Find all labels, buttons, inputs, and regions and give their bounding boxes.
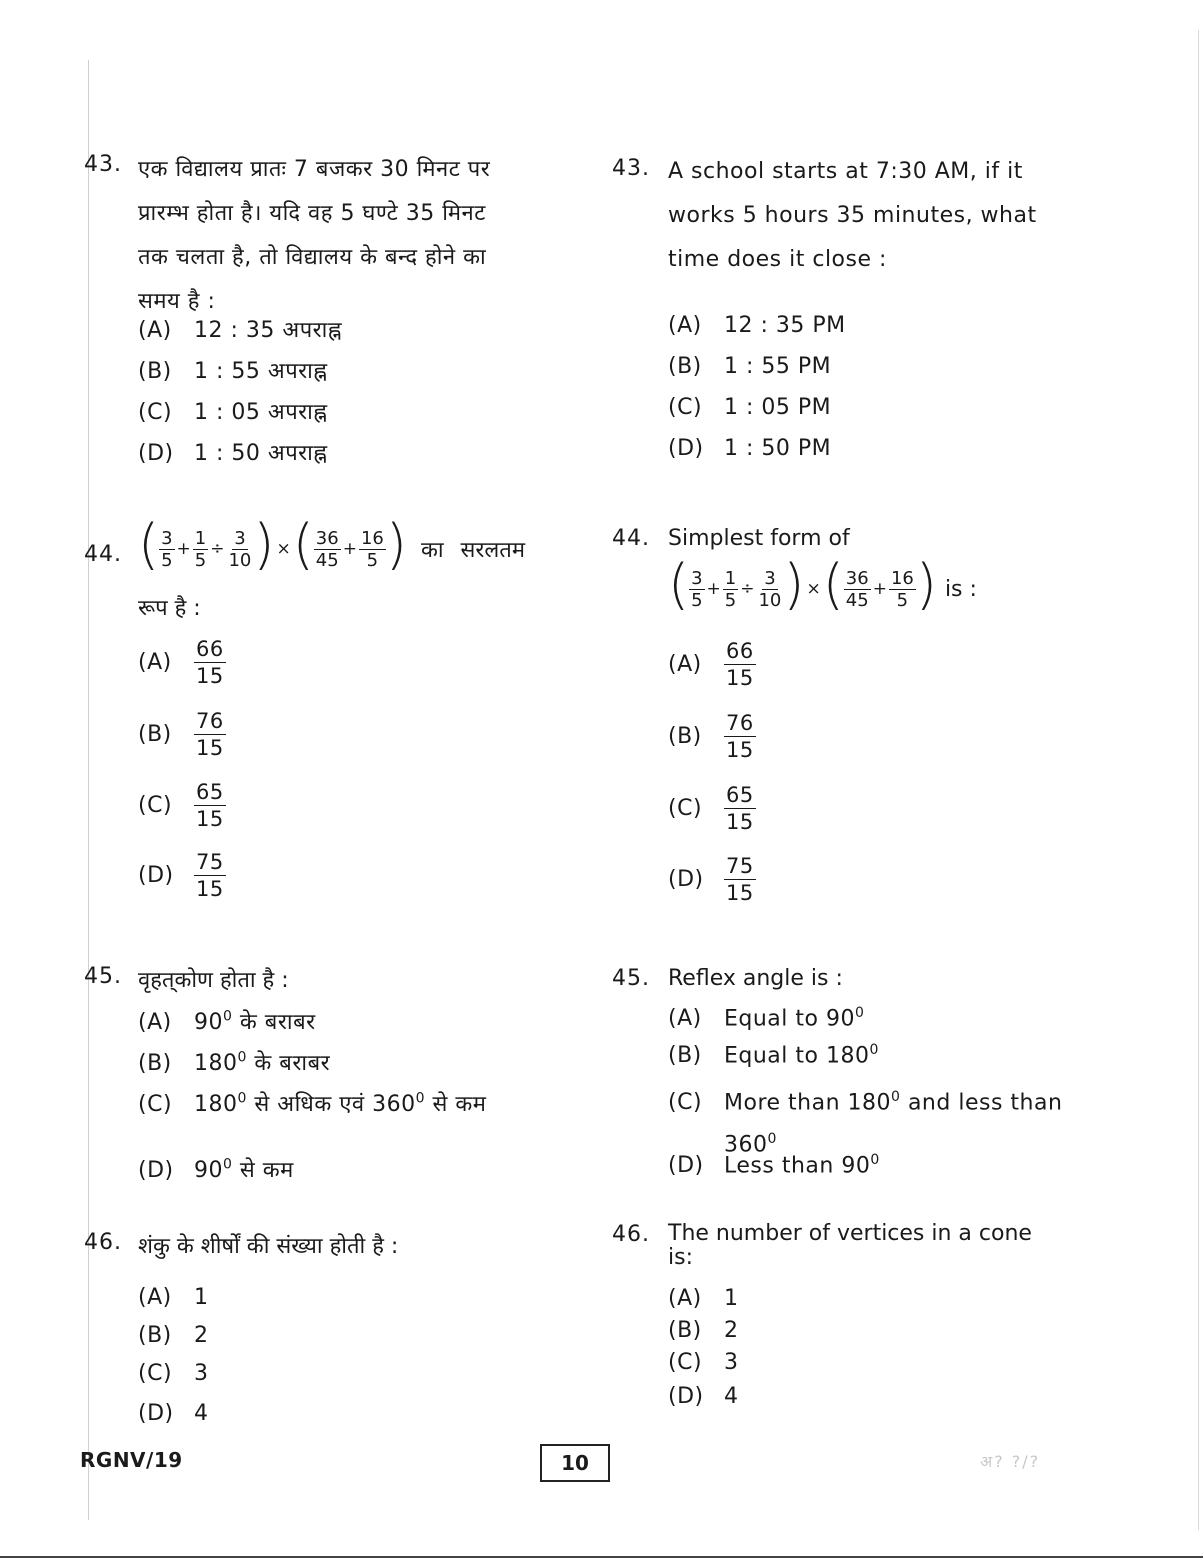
option-d[interactable] [668,1384,739,1409]
degree-value: 180 [194,1051,238,1076]
math-expression [138,513,526,576]
right-edge-line [1198,30,1199,1530]
question-number: 46. [612,1222,650,1247]
fraction [724,782,756,835]
fraction [723,568,738,611]
option-text: के बराबर [239,1010,316,1035]
fraction [359,528,386,571]
option-text: 1 : 05 PM [724,395,832,420]
option-text: 1 [724,1286,739,1311]
numerator: 65 [726,783,754,807]
option-a[interactable] [138,636,226,689]
numerator: 75 [196,850,224,874]
numerator: 3 [161,527,173,549]
question-text [668,1222,1032,1270]
numerator: 65 [196,780,224,804]
option-label: (B) [668,723,702,749]
option-label: (C) [138,1092,173,1117]
option-label: (B) [138,1051,172,1076]
denominator: 15 [196,664,224,688]
numerator: 1 [724,567,737,589]
option-c[interactable] [138,1361,209,1386]
option-text: Equal to [724,1006,819,1032]
option-c[interactable] [138,779,226,832]
option-label: (A) [138,649,172,675]
question-line: प्रारम्भ होता है। यदि वह 5 घण्टे 35 मिनट [138,201,486,226]
numerator: 3 [764,567,776,589]
option-label: (D) [138,1158,174,1183]
option-c[interactable] [668,782,756,835]
option-text: 1 : 55 अपराह्न [194,359,328,384]
degree-symbol: 0 [237,1049,247,1066]
numerator: 1 [194,527,207,549]
left-paren: ( [822,553,844,616]
question-number: 45. [84,964,122,989]
right-paren: ) [385,513,407,576]
fraction [194,779,226,832]
question-line: works 5 hours 35 minutes, what [668,203,1037,228]
degree-symbol: 0 [891,1089,901,1105]
degree-value: 180 [847,1090,892,1116]
fraction [159,528,174,571]
degree-symbol: 0 [870,1152,880,1168]
question-number: 43. [84,152,122,177]
option-b[interactable] [138,355,328,385]
degree-symbol: 0 [767,1131,777,1148]
denominator: 5 [724,589,737,611]
plus-sign: + [706,579,721,599]
numerator: 16 [360,527,384,549]
option-c[interactable] [138,1088,486,1118]
option-b[interactable] [138,1047,330,1077]
question-line: रूप है : [138,596,201,621]
option-text: से कम [432,1092,487,1117]
option-text: 4 [724,1384,739,1409]
question-number: 44. [612,526,650,551]
option-label: (A) [138,1285,172,1310]
question-line: The number of vertices in a cone [668,1221,1032,1246]
numerator: 3 [234,527,246,549]
option-text: 1 : 05 अपराह्न [194,400,328,425]
question-line: A school starts at 7:30 AM, if it [668,159,1023,184]
left-paren: ( [668,553,690,616]
divide-sign: ÷ [740,579,755,599]
option-c[interactable] [138,396,328,426]
right-paren: ) [253,513,275,576]
option-label: (C) [668,395,703,420]
degree-symbol: 0 [223,1008,233,1025]
option-c[interactable] [668,395,831,420]
option-text: 2 [194,1323,209,1348]
fraction [844,568,871,611]
option-c[interactable] [668,1079,1078,1164]
option-label: (A) [138,318,172,343]
option-label: (A) [138,1010,172,1035]
fraction [193,528,208,571]
fraction [756,568,783,611]
degree-symbol: 0 [237,1090,247,1107]
question-text: Simplest form of [668,526,850,551]
option-d[interactable] [668,1152,880,1178]
option-a[interactable] [668,638,756,691]
degree-value: 90 [841,1153,871,1179]
option-text: 12 : 35 अपराह्न [194,318,343,343]
denominator: 5 [691,589,703,611]
option-label: (A) [668,313,702,338]
option-d[interactable] [668,436,831,461]
option-label: (C) [668,1350,703,1375]
option-a[interactable] [138,1285,209,1310]
question-text [138,148,490,324]
denominator: 15 [726,810,754,834]
option-a[interactable] [668,313,846,338]
divide-sign: ÷ [210,539,225,559]
denominator: 45 [315,549,339,571]
faint-mark: अ? ?/? [980,1452,1041,1471]
option-text: 2 [724,1318,739,1343]
numerator: 36 [315,527,339,549]
option-a[interactable] [138,314,342,344]
denominator: 15 [726,738,754,762]
numerator: 66 [726,639,754,663]
question-text: Reflex angle is : [668,966,843,991]
option-text: 4 [194,1401,209,1426]
option-label: (B) [138,359,172,384]
degree-symbol: 0 [415,1090,426,1107]
left-margin-line [88,60,89,1520]
option-label: (C) [138,1361,173,1386]
option-label: (B) [668,1318,702,1343]
numerator: 75 [726,854,754,878]
denominator: 15 [196,807,224,831]
option-b[interactable] [668,1042,879,1068]
numerator: 66 [196,637,224,661]
denominator: 10 [228,549,252,571]
question-line: is: [668,1245,693,1270]
degree-symbol: 0 [854,1005,865,1021]
fraction [724,710,756,763]
option-text: 3 [724,1350,739,1375]
option-label: (B) [668,1043,702,1069]
question-number: 46. [84,1230,122,1255]
question-line: एक विद्यालय प्रातः 7 बजकर 30 मिनट पर [138,157,491,182]
option-a[interactable] [138,1006,316,1036]
option-b[interactable] [668,354,831,379]
option-label: (B) [668,354,702,379]
fraction [194,849,226,902]
fraction [724,638,756,691]
fraction [194,636,226,689]
numerator: 36 [845,567,869,589]
degree-value: 360 [724,1132,768,1158]
denominator: 15 [726,881,754,905]
option-label: (C) [138,792,173,818]
degree-symbol: 0 [223,1156,233,1173]
question-number: 45. [612,966,650,991]
option-d[interactable] [138,1401,209,1426]
option-a[interactable] [668,1005,864,1031]
plus-sign: + [342,539,357,559]
numerator: 3 [691,567,703,589]
question-line: समय है : [138,289,216,314]
option-label: (B) [138,1323,172,1348]
option-label: (D) [668,436,704,461]
option-text: Equal to [724,1043,819,1069]
left-paren: ( [292,513,314,576]
fraction [889,568,916,611]
denominator: 5 [366,549,379,571]
option-label: (A) [668,1006,702,1032]
math-expression [668,553,977,616]
option-label: (D) [668,1153,704,1179]
question-suffix: is : [944,576,977,602]
degree-value: 90 [825,1006,855,1032]
denominator: 15 [196,736,224,760]
times-sign: × [806,579,821,599]
fraction [314,528,341,571]
degree-symbol: 0 [869,1042,879,1058]
denominator: 5 [161,549,173,571]
option-text: More than [724,1090,841,1116]
option-label: (D) [138,441,174,466]
option-text: and less than [907,1090,1063,1116]
degree-value: 360 [372,1092,416,1117]
option-label: (D) [138,1401,174,1426]
question-suffix: का सरलतम [420,538,526,563]
numerator: 76 [726,711,754,735]
option-text: से अधिक एवं [254,1092,365,1117]
times-sign: × [276,539,291,559]
question-text [668,150,1037,282]
plus-sign: + [176,539,191,559]
denominator: 10 [758,589,782,611]
paper-code: RGNV/19 [80,1448,183,1472]
option-c[interactable] [668,1350,739,1375]
numerator: 16 [890,567,914,589]
question-text: वृहत्‌कोण होता है : [138,968,289,993]
fraction [689,568,704,611]
option-b[interactable] [668,1318,739,1343]
question-number: 44. [84,542,122,567]
fraction [194,708,226,761]
option-text: 1 : 50 PM [724,436,832,461]
denominator: 5 [896,589,909,611]
option-text: 12 : 35 PM [724,313,846,338]
question-line: time does it close : [668,247,887,272]
option-a[interactable] [668,1286,739,1311]
option-text: 1 : 50 अपराह्न [194,441,328,466]
option-label: (D) [138,862,174,888]
right-paren: ) [783,553,805,616]
option-label: (B) [138,721,172,747]
degree-value: 180 [825,1043,870,1069]
option-b[interactable] [138,708,226,761]
option-d[interactable] [138,849,226,902]
option-label: (C) [138,400,173,425]
option-label: (A) [668,1286,702,1311]
denominator: 15 [196,877,224,901]
option-text: से कम [239,1158,294,1183]
option-label: (C) [668,1090,703,1116]
denominator: 5 [194,549,207,571]
option-text: Less than [724,1153,834,1179]
right-paren: ) [915,553,937,616]
option-text: 1 : 55 PM [724,354,832,379]
option-text: 1 [194,1285,209,1310]
option-label: (C) [668,795,703,821]
option-d[interactable] [138,437,328,467]
option-label: (A) [668,651,702,677]
degree-value: 90 [194,1010,223,1035]
question-line: तक चलता है, तो विद्यालय के बन्द होने का [138,245,487,270]
page-number: 10 [540,1444,610,1482]
degree-value: 180 [194,1092,238,1117]
denominator: 15 [726,666,754,690]
option-text: 3 [194,1361,209,1386]
option-label: (D) [668,1384,704,1409]
option-text: के बराबर [254,1051,331,1076]
option-label: (D) [668,866,704,892]
option-b[interactable] [138,1323,209,1348]
numerator: 76 [196,709,224,733]
question-text: शंकु के शीर्षों की संख्या होती है : [138,1234,399,1259]
bottom-rule [0,1556,1203,1558]
option-d[interactable] [138,1154,294,1184]
denominator: 45 [845,589,869,611]
option-b[interactable] [668,710,756,763]
plus-sign: + [872,579,887,599]
question-number: 43. [612,156,650,181]
left-paren: ( [138,513,160,576]
fraction [724,853,756,906]
option-d[interactable] [668,853,756,906]
degree-value: 90 [194,1158,223,1183]
fraction [226,528,253,571]
